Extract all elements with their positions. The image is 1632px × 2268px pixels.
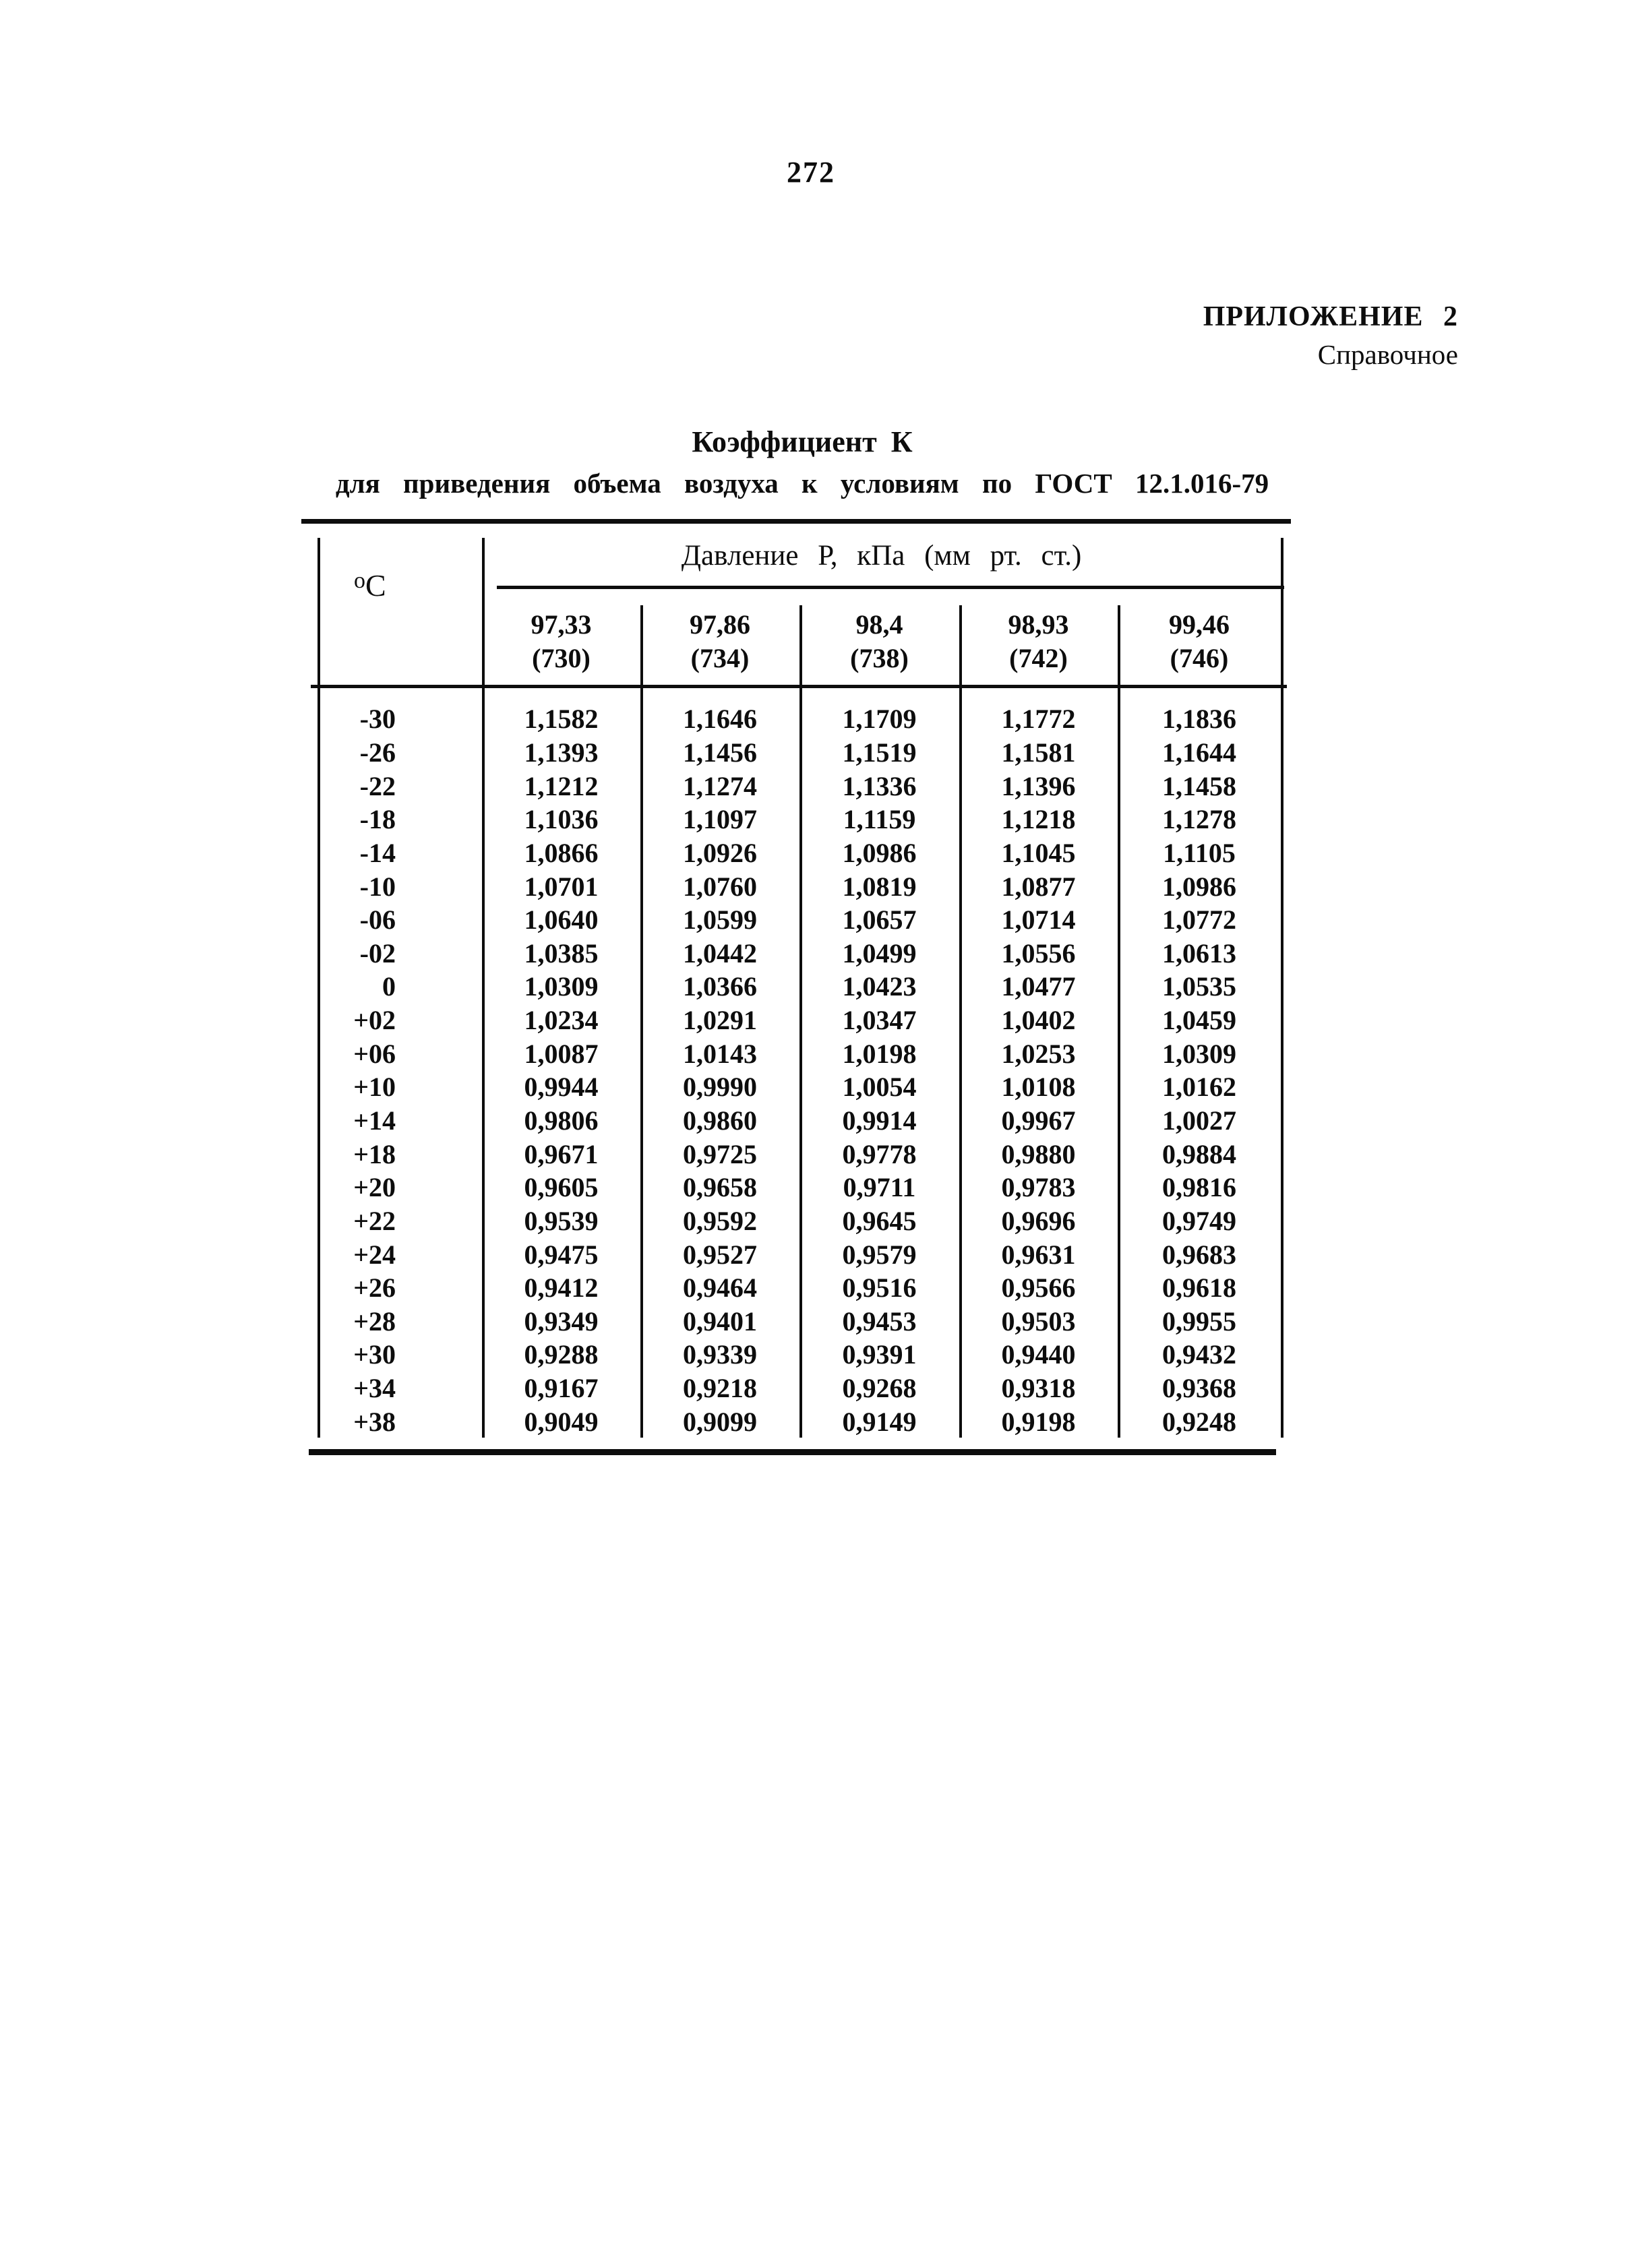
value-cell: 0,9645 [842, 1205, 917, 1236]
value-cell: 1,0657 [842, 905, 917, 936]
temperature-cell: +38 [353, 1406, 396, 1437]
value-cell: 0,9391 [842, 1339, 917, 1370]
pressure-column-header [961, 608, 1116, 675]
value-cell: 1,0926 [683, 837, 757, 868]
value-cell: 1,1105 [1163, 837, 1236, 868]
pressure-kpa-value: 98,4 [855, 609, 903, 640]
value-cell: 1,0772 [1162, 905, 1236, 936]
value-cell: 1,1036 [524, 804, 599, 835]
temperature-cell: +28 [353, 1306, 396, 1337]
temperature-cell: 0 [382, 971, 396, 1002]
value-cell: 1,0423 [842, 971, 917, 1002]
value-cell: 1,0535 [1162, 971, 1236, 1002]
table-row [312, 1070, 1288, 1104]
coefficient-table [312, 519, 1288, 1463]
value-cell: 1,1458 [1162, 770, 1236, 801]
temperature-cell: +20 [353, 1172, 396, 1203]
value-cell: 1,0760 [683, 871, 757, 902]
pressure-subheaders [312, 605, 1288, 686]
temperature-cell: -18 [359, 804, 396, 835]
temperature-cell: -02 [359, 938, 396, 969]
value-cell: 0,9248 [1162, 1406, 1236, 1437]
value-cell: 1,1393 [524, 737, 599, 768]
table-row [312, 970, 1288, 1004]
temperature-cell: +02 [353, 1005, 396, 1036]
value-cell: 1,0143 [683, 1038, 757, 1069]
appendix-subtitle: Справочное [1317, 339, 1458, 370]
temperature-cell: -30 [359, 704, 396, 735]
value-cell: 1,0613 [1162, 938, 1236, 969]
table-row [312, 1271, 1288, 1305]
value-cell: 1,0714 [1001, 905, 1076, 936]
table-row [312, 869, 1288, 903]
value-cell: 1,1159 [843, 804, 916, 835]
value-cell: 1,1772 [1001, 704, 1076, 735]
value-cell: 0,9579 [842, 1239, 917, 1270]
document-title-line2: для приведения объема воздуха к условиям по ГОСТ 12.1.016-79 [335, 468, 1269, 499]
document-title [336, 425, 1269, 499]
pressure-mmhg-value: (746) [1170, 643, 1229, 673]
value-cell: 0,9749 [1162, 1205, 1236, 1236]
pressure-kpa-value: 97,33 [531, 609, 592, 640]
value-cell: 0,9198 [1001, 1406, 1076, 1437]
value-cell: 1,0198 [842, 1038, 917, 1069]
pressure-column-header [1119, 608, 1279, 675]
value-cell: 0,9218 [683, 1373, 757, 1404]
value-cell: 1,0291 [683, 1005, 757, 1036]
value-cell: 0,9339 [683, 1339, 757, 1370]
value-cell: 0,9475 [524, 1239, 599, 1270]
value-cell: 0,9401 [683, 1306, 757, 1337]
pressure-column-header [801, 608, 958, 675]
table-row [312, 1204, 1288, 1238]
value-cell: 0,9503 [1001, 1306, 1076, 1337]
value-cell: 0,9432 [1162, 1339, 1236, 1370]
value-cell: 1,0234 [524, 1005, 599, 1036]
value-cell: 1,0986 [1162, 871, 1236, 902]
value-cell: 0,9683 [1162, 1239, 1236, 1270]
temperature-cell: +22 [353, 1205, 396, 1236]
value-cell: 0,9631 [1001, 1239, 1076, 1270]
degree-symbol: о [354, 568, 365, 593]
table-row [312, 702, 1288, 736]
value-cell: 0,9167 [524, 1373, 599, 1404]
pressure-header: Давление Р, кПа (мм рт. ст.) [681, 540, 1082, 572]
value-cell: 1,1456 [683, 737, 757, 768]
value-cell: 0,9592 [683, 1205, 757, 1236]
pressure-kpa-value: 98,93 [1008, 609, 1069, 640]
table-border-top [301, 519, 1291, 524]
value-cell: 1,0459 [1162, 1005, 1236, 1036]
table-row [312, 936, 1288, 970]
value-cell: 0,9618 [1162, 1273, 1236, 1304]
value-cell: 0,9464 [683, 1273, 757, 1304]
value-cell: 1,0162 [1162, 1072, 1236, 1103]
value-cell: 1,0309 [524, 971, 599, 1002]
value-cell: 0,9349 [524, 1306, 599, 1337]
value-cell: 1,1519 [842, 737, 917, 768]
document-title-line1: Коэффициент К [692, 425, 913, 458]
temperature-cell: +34 [353, 1373, 396, 1404]
temperature-cell: +18 [353, 1138, 396, 1169]
celsius-letter: С [365, 568, 386, 603]
value-cell: 1,0556 [1001, 938, 1076, 969]
value-cell: 0,9990 [683, 1072, 757, 1103]
table-row [312, 1305, 1288, 1339]
value-cell: 0,9658 [683, 1172, 757, 1203]
value-cell: 1,0347 [842, 1005, 917, 1036]
value-cell: 1,0309 [1162, 1038, 1236, 1069]
value-cell: 0,9955 [1162, 1306, 1236, 1337]
value-cell: 0,9884 [1162, 1138, 1236, 1169]
value-cell: 0,9099 [683, 1406, 757, 1437]
value-cell: 1,0877 [1001, 871, 1076, 902]
appendix-block [1203, 301, 1458, 371]
page-number: 272 [787, 156, 835, 189]
table-row [312, 903, 1288, 937]
value-cell: 1,1646 [683, 704, 757, 735]
value-cell: 0,9368 [1162, 1373, 1236, 1404]
value-cell: 0,9527 [683, 1239, 757, 1270]
temperature-cell: -06 [359, 905, 396, 936]
value-cell: 0,9778 [842, 1138, 917, 1169]
value-cell: 0,9453 [842, 1306, 917, 1337]
table-row [312, 836, 1288, 870]
value-cell: 0,9860 [683, 1105, 757, 1136]
pressure-kpa-value: 99,46 [1169, 609, 1230, 640]
value-cell: 0,9412 [524, 1273, 599, 1304]
temperature-cell: +30 [353, 1339, 396, 1370]
value-cell: 0,9605 [524, 1172, 599, 1203]
table-row [312, 1037, 1288, 1070]
temperature-cell: +06 [353, 1038, 396, 1069]
value-cell: 0,9288 [524, 1339, 599, 1370]
value-cell: 1,0087 [524, 1038, 599, 1069]
value-cell: 1,1218 [1001, 804, 1076, 835]
value-cell: 1,1836 [1162, 704, 1236, 735]
value-cell: 1,1582 [524, 704, 599, 735]
value-cell: 1,0866 [524, 837, 599, 868]
value-cell: 1,0108 [1001, 1072, 1076, 1103]
value-cell: 0,9944 [524, 1072, 599, 1103]
value-cell: 1,1644 [1162, 737, 1236, 768]
temperature-cell: +10 [353, 1072, 396, 1103]
temperature-cell: -22 [359, 770, 396, 801]
value-cell: 1,0442 [683, 938, 757, 969]
value-cell: 0,9806 [524, 1105, 599, 1136]
value-cell: 0,9318 [1001, 1373, 1076, 1404]
value-cell: 0,9516 [842, 1273, 917, 1304]
pressure-header-underline [497, 586, 1284, 589]
temperature-unit-header [354, 559, 386, 603]
table-row [312, 736, 1288, 770]
value-cell: 1,0640 [524, 905, 599, 936]
table-body [312, 702, 1288, 1438]
temperature-cell: +14 [353, 1105, 396, 1136]
value-cell: 1,0027 [1162, 1105, 1236, 1136]
table-row [312, 803, 1288, 836]
pressure-mmhg-value: (730) [532, 643, 591, 673]
value-cell: 0,9671 [524, 1138, 599, 1169]
value-cell: 0,9783 [1001, 1172, 1076, 1203]
value-cell: 1,0701 [524, 871, 599, 902]
value-cell: 1,1581 [1001, 737, 1076, 768]
value-cell: 0,9268 [842, 1373, 917, 1404]
value-cell: 1,0477 [1001, 971, 1076, 1002]
table-border-bottom [309, 1449, 1276, 1455]
table-row [312, 1137, 1288, 1171]
value-cell: 0,9696 [1001, 1205, 1076, 1236]
temperature-cell: -26 [359, 737, 396, 768]
value-cell: 0,9539 [524, 1205, 599, 1236]
value-cell: 0,9816 [1162, 1172, 1236, 1203]
value-cell: 0,9725 [683, 1138, 757, 1169]
temperature-cell: -10 [359, 871, 396, 902]
pressure-kpa-value: 97,86 [690, 609, 750, 640]
table-row [312, 1338, 1288, 1372]
value-cell: 1,1278 [1162, 804, 1236, 835]
table-row [312, 769, 1288, 803]
value-cell: 1,0986 [842, 837, 917, 868]
pressure-mmhg-value: (742) [1009, 643, 1068, 673]
value-cell: 1,0819 [842, 871, 917, 902]
value-cell: 0,9880 [1001, 1138, 1076, 1169]
value-cell: 1,1097 [683, 804, 757, 835]
table-row [312, 1104, 1288, 1138]
table-row [312, 1405, 1288, 1438]
value-cell: 0,9149 [842, 1406, 917, 1437]
value-cell: 1,1336 [842, 770, 917, 801]
temperature-cell: -14 [359, 837, 396, 868]
value-cell: 1,1396 [1001, 770, 1076, 801]
value-cell: 1,1709 [842, 704, 917, 735]
value-cell: 1,0385 [524, 938, 599, 969]
value-cell: 1,0253 [1001, 1038, 1076, 1069]
pressure-column-header [642, 608, 798, 675]
value-cell: 1,0366 [683, 971, 757, 1002]
temperature-cell: +24 [353, 1239, 396, 1270]
table-row [312, 1004, 1288, 1037]
value-cell: 1,0499 [842, 938, 917, 969]
value-cell: 0,9711 [843, 1172, 916, 1203]
value-cell: 1,0054 [842, 1072, 917, 1103]
pressure-column-header [483, 608, 639, 675]
table-row [312, 1171, 1288, 1204]
table-row [312, 1237, 1288, 1271]
value-cell: 0,9049 [524, 1406, 599, 1437]
table-row [312, 1372, 1288, 1405]
value-cell: 0,9566 [1001, 1273, 1076, 1304]
value-cell: 0,9967 [1001, 1105, 1076, 1136]
value-cell: 1,0599 [683, 905, 757, 936]
value-cell: 1,0402 [1001, 1005, 1076, 1036]
value-cell: 0,9440 [1001, 1339, 1076, 1370]
temperature-cell: +26 [353, 1273, 396, 1304]
appendix-title: ПРИЛОЖЕНИЕ 2 [1203, 301, 1458, 332]
pressure-mmhg-value: (734) [690, 643, 750, 673]
value-cell: 0,9914 [842, 1105, 917, 1136]
pressure-mmhg-value: (738) [850, 643, 909, 673]
value-cell: 1,1274 [683, 770, 757, 801]
value-cell: 1,1045 [1001, 837, 1076, 868]
value-cell: 1,1212 [524, 770, 599, 801]
